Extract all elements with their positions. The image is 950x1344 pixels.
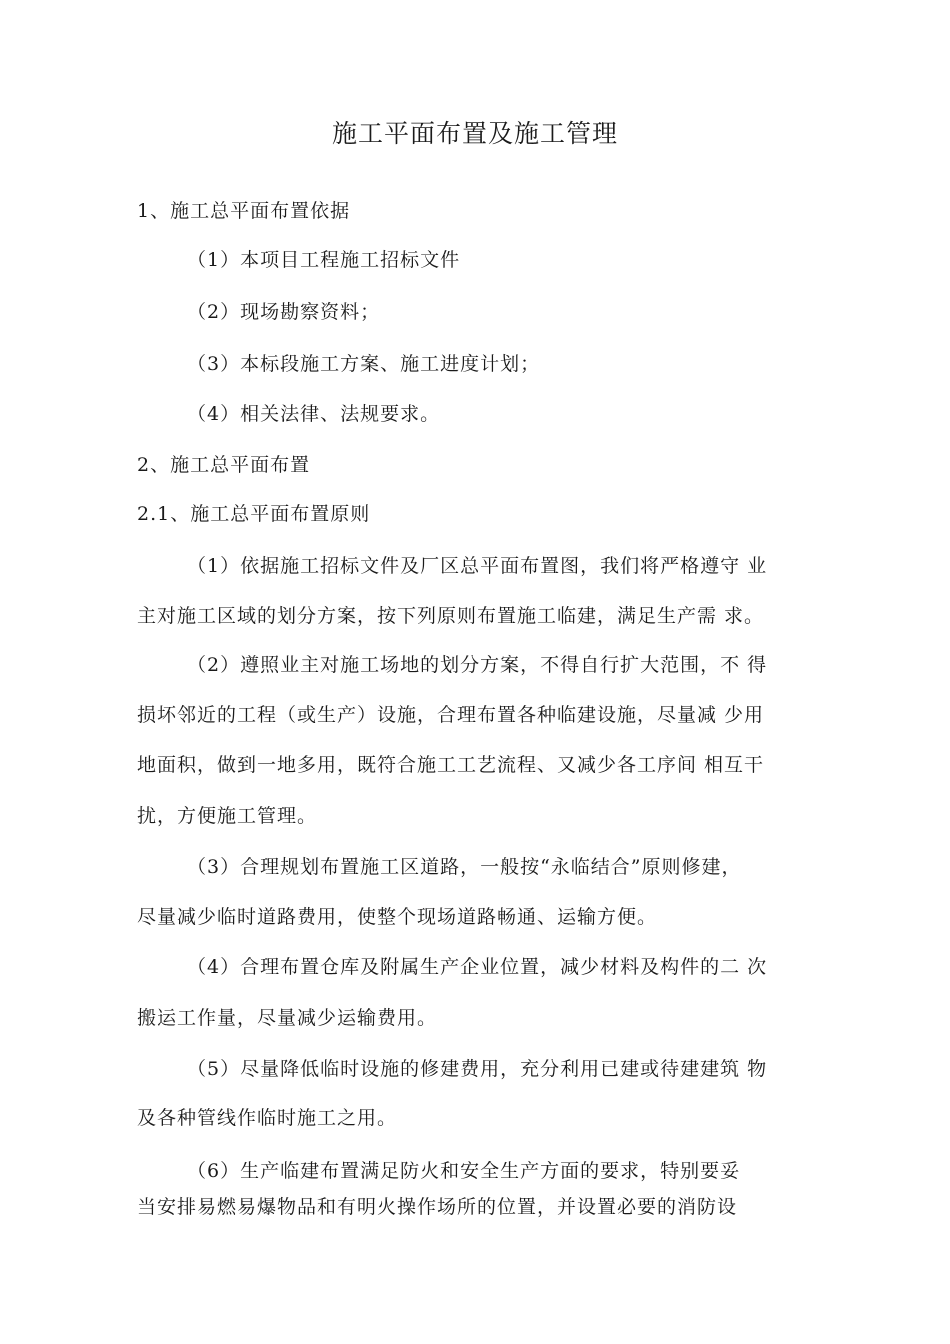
section-heading-1: 1、施工总平面布置依据 [137, 200, 351, 222]
paragraph-line: 主对施工区域的划分方案，按下列原则布置施工临建，满足生产需 求。 [137, 605, 765, 627]
paragraph-line: 搬运工作量，尽量减少运输费用。 [137, 1007, 438, 1029]
section-heading-2: 2、施工总平面布置 [137, 454, 311, 476]
paragraph-line: 及各种管线作临时施工之用。 [137, 1107, 398, 1129]
paragraph-line: （2）遵照业主对施工场地的划分方案，不得自行扩大范围，不 得 [187, 654, 768, 676]
list-item: （2）现场勘察资料； [187, 301, 381, 323]
paragraph-line: 扰，方便施工管理。 [137, 805, 318, 827]
paragraph-line: 尽量减少临时道路费用，使整个现场道路畅通、运输方便。 [137, 906, 658, 928]
paragraph-line: （5）尽量降低临时设施的修建费用，充分利用已建或待建建筑 物 [187, 1058, 768, 1080]
paragraph-line: （4）合理布置仓库及附属生产企业位置，减少材料及构件的二 次 [187, 956, 768, 978]
list-item: （1）本项目工程施工招标文件 [187, 249, 461, 271]
list-item: （4）相关法律、法规要求。 [187, 403, 441, 425]
list-item: （3）本标段施工方案、施工进度计划； [187, 353, 541, 375]
paragraph-line: 地面积，做到一地多用，既符合施工工艺流程、又减少各工序间 相互干 [137, 754, 765, 776]
paragraph-line: （6）生产临建布置满足防火和安全生产方面的要求，特别要妥 [187, 1160, 741, 1182]
paragraph-line: 损坏邻近的工程（或生产）设施，合理布置各种临建设施，尽量减 少用 [137, 704, 765, 726]
paragraph-line: （1）依据施工招标文件及厂区总平面布置图，我们将严格遵守 业 [187, 555, 768, 577]
paragraph-line: （3）合理规划布置施工区道路，一般按“永临结合”原则修建， [187, 856, 742, 878]
subsection-heading: 2.1、施工总平面布置原则 [137, 503, 371, 525]
paragraph-line: 当安排易燃易爆物品和有明火操作场所的位置，并设置必要的消防设 [137, 1196, 738, 1218]
page-title: 施工平面布置及施工管理 [331, 119, 618, 148]
